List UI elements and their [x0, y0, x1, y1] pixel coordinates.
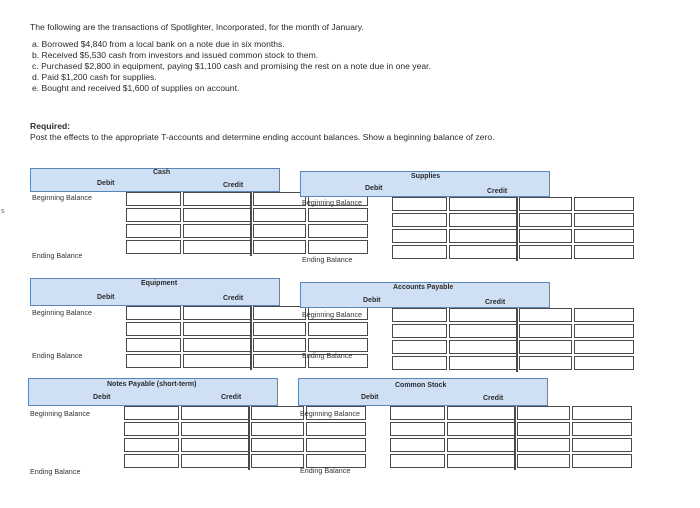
credit-label: Credit: [223, 182, 244, 189]
credit-ref-cell[interactable]: [253, 224, 306, 238]
t-divider: [248, 406, 250, 470]
debit-amount-cell[interactable]: [449, 308, 517, 322]
transaction-d: d. Paid $1,200 cash for supplies.: [32, 72, 157, 82]
credit-amount-cell[interactable]: [308, 208, 368, 222]
credit-ref-cell[interactable]: [253, 208, 306, 222]
beginning-balance-label: Beginning Balance: [30, 409, 90, 418]
debit-ref-cell[interactable]: [390, 422, 445, 436]
debit-ref-cell[interactable]: [126, 192, 181, 206]
t-divider: [250, 192, 252, 256]
debit-amount-cell[interactable]: [183, 240, 251, 254]
beginning-balance-label: Beginning Balance: [300, 409, 360, 418]
credit-label: Credit: [485, 299, 506, 306]
credit-ref-cell[interactable]: [517, 454, 570, 468]
credit-ref-cell[interactable]: [251, 454, 304, 468]
account-title: Cash: [153, 169, 171, 176]
credit-ref-cell[interactable]: [253, 306, 306, 320]
debit-amount-cell[interactable]: [183, 224, 251, 238]
debit-amount-cell[interactable]: [183, 354, 251, 368]
debit-ref-cell[interactable]: [392, 197, 447, 211]
transaction-c: c. Purchased $2,800 in equipment, paying $1,100 cash and promising the rest on a note due in one year.: [32, 61, 431, 71]
ending-balance-label: Ending Balance: [300, 466, 351, 475]
debit-amount-cell[interactable]: [447, 406, 515, 420]
account-title: Notes Payable (short-term): [107, 381, 197, 388]
credit-label: Credit: [221, 394, 242, 401]
credit-amount-cell[interactable]: [572, 454, 632, 468]
debit-amount-cell[interactable]: [447, 438, 515, 452]
debit-amount-cell[interactable]: [181, 422, 249, 436]
debit-amount-cell[interactable]: [183, 306, 251, 320]
taccount-header: [28, 378, 278, 406]
debit-amount-cell[interactable]: [449, 197, 517, 211]
credit-ref-cell[interactable]: [253, 354, 306, 368]
beginning-balance-label: Beginning Balance: [302, 310, 362, 319]
credit-ref-cell[interactable]: [519, 229, 572, 243]
account-title: Equipment: [141, 280, 178, 287]
credit-ref-cell[interactable]: [253, 338, 306, 352]
debit-ref-cell[interactable]: [126, 354, 181, 368]
debit-ref-cell[interactable]: [126, 240, 181, 254]
account-title: Common Stock: [395, 382, 447, 389]
account-title: Accounts Payable: [393, 284, 454, 291]
debit-ref-cell[interactable]: [390, 438, 445, 452]
credit-label: Credit: [487, 188, 508, 195]
debit-amount-cell[interactable]: [449, 229, 517, 243]
debit-amount-cell[interactable]: [181, 454, 249, 468]
debit-ref-cell[interactable]: [392, 308, 447, 322]
credit-amount-cell[interactable]: [308, 338, 368, 352]
required-title: Required:: [30, 121, 71, 131]
t-divider: [516, 197, 518, 261]
taccount-header: [298, 378, 548, 406]
credit-ref-cell[interactable]: [519, 324, 572, 338]
debit-amount-cell[interactable]: [447, 454, 515, 468]
credit-amount-cell[interactable]: [306, 422, 366, 436]
debit-ref-cell[interactable]: [124, 422, 179, 436]
debit-ref-cell[interactable]: [392, 340, 447, 354]
debit-label: Debit: [361, 394, 379, 401]
credit-amount-cell[interactable]: [572, 406, 632, 420]
beginning-balance-label: Beginning Balance: [302, 198, 362, 207]
ending-balance-label: Ending Balance: [30, 467, 81, 476]
credit-amount-cell[interactable]: [306, 438, 366, 452]
ending-balance-label: Ending Balance: [32, 351, 83, 360]
debit-ref-cell[interactable]: [392, 245, 447, 259]
debit-label: Debit: [97, 294, 115, 301]
debit-ref-cell[interactable]: [390, 454, 445, 468]
credit-amount-cell[interactable]: [308, 322, 368, 336]
debit-amount-cell[interactable]: [183, 338, 251, 352]
credit-ref-cell[interactable]: [253, 322, 306, 336]
debit-amount-cell[interactable]: [449, 356, 517, 370]
debit-amount-cell[interactable]: [449, 213, 517, 227]
credit-ref-cell[interactable]: [253, 240, 306, 254]
taccount-header: [30, 278, 280, 306]
credit-ref-cell[interactable]: [251, 438, 304, 452]
credit-amount-cell[interactable]: [574, 245, 634, 259]
debit-ref-cell[interactable]: [390, 406, 445, 420]
credit-ref-cell[interactable]: [519, 308, 572, 322]
debit-amount-cell[interactable]: [447, 422, 515, 436]
t-divider: [514, 406, 516, 470]
edge-mark: s: [1, 208, 5, 215]
debit-ref-cell[interactable]: [392, 356, 447, 370]
debit-amount-cell[interactable]: [449, 340, 517, 354]
credit-ref-cell[interactable]: [519, 356, 572, 370]
ending-balance-label: Ending Balance: [302, 351, 353, 360]
credit-amount-cell[interactable]: [574, 229, 634, 243]
debit-amount-cell[interactable]: [183, 192, 251, 206]
credit-amount-cell[interactable]: [574, 324, 634, 338]
debit-ref-cell[interactable]: [126, 208, 181, 222]
debit-label: Debit: [97, 180, 115, 187]
debit-amount-cell[interactable]: [181, 406, 249, 420]
debit-ref-cell[interactable]: [392, 213, 447, 227]
credit-amount-cell[interactable]: [574, 308, 634, 322]
debit-amount-cell[interactable]: [181, 438, 249, 452]
credit-ref-cell[interactable]: [253, 192, 306, 206]
t-divider: [250, 306, 252, 370]
credit-ref-cell[interactable]: [519, 213, 572, 227]
debit-amount-cell[interactable]: [449, 324, 517, 338]
credit-label: Credit: [483, 395, 504, 402]
taccount-header: [300, 171, 550, 197]
debit-amount-cell[interactable]: [183, 208, 251, 222]
debit-ref-cell[interactable]: [392, 229, 447, 243]
ending-balance-label: Ending Balance: [302, 255, 353, 264]
intro-lead: The following are the transactions of Spotlighter, Incorporated, for the month of January.: [30, 22, 364, 32]
transaction-a: a. Borrowed $4,840 from a local bank on a note due in six months.: [32, 39, 285, 49]
debit-label: Debit: [93, 394, 111, 401]
required-section: [30, 121, 495, 143]
problem-statement: [30, 22, 680, 94]
credit-ref-cell[interactable]: [251, 422, 304, 436]
credit-amount-cell[interactable]: [574, 340, 634, 354]
credit-amount-cell[interactable]: [574, 197, 634, 211]
transaction-b: b. Received $5,530 cash from investors and issued common stock to them.: [32, 50, 319, 60]
debit-ref-cell[interactable]: [126, 322, 181, 336]
required-text: Post the effects to the appropriate T-accounts and determine ending account balances. Show a beginning balance of zero.: [30, 132, 495, 142]
credit-ref-cell[interactable]: [519, 340, 572, 354]
taccount-header: [30, 168, 280, 192]
account-title: Supplies: [411, 173, 441, 180]
debit-ref-cell[interactable]: [126, 306, 181, 320]
debit-ref-cell[interactable]: [124, 406, 179, 420]
debit-amount-cell[interactable]: [449, 245, 517, 259]
credit-amount-cell[interactable]: [308, 224, 368, 238]
beginning-balance-label: Beginning Balance: [32, 308, 92, 317]
credit-ref-cell[interactable]: [251, 406, 304, 420]
credit-ref-cell[interactable]: [517, 422, 570, 436]
debit-label: Debit: [365, 185, 383, 192]
credit-amount-cell[interactable]: [574, 213, 634, 227]
debit-ref-cell[interactable]: [124, 438, 179, 452]
credit-amount-cell[interactable]: [572, 422, 632, 436]
beginning-balance-label: Beginning Balance: [32, 193, 92, 202]
debit-amount-cell[interactable]: [183, 322, 251, 336]
credit-ref-cell[interactable]: [519, 197, 572, 211]
debit-ref-cell[interactable]: [126, 224, 181, 238]
ending-balance-label: Ending Balance: [32, 251, 83, 260]
t-divider: [516, 308, 518, 372]
credit-amount-cell[interactable]: [572, 438, 632, 452]
transaction-e: e. Bought and received $1,600 of supplies on account.: [32, 83, 240, 93]
taccount-header: [300, 282, 550, 308]
debit-ref-cell[interactable]: [392, 324, 447, 338]
debit-ref-cell[interactable]: [124, 454, 179, 468]
debit-label: Debit: [363, 297, 381, 304]
credit-amount-cell[interactable]: [308, 240, 368, 254]
credit-label: Credit: [223, 295, 244, 302]
credit-ref-cell[interactable]: [517, 438, 570, 452]
credit-ref-cell[interactable]: [517, 406, 570, 420]
credit-amount-cell[interactable]: [574, 356, 634, 370]
credit-ref-cell[interactable]: [519, 245, 572, 259]
debit-ref-cell[interactable]: [126, 338, 181, 352]
